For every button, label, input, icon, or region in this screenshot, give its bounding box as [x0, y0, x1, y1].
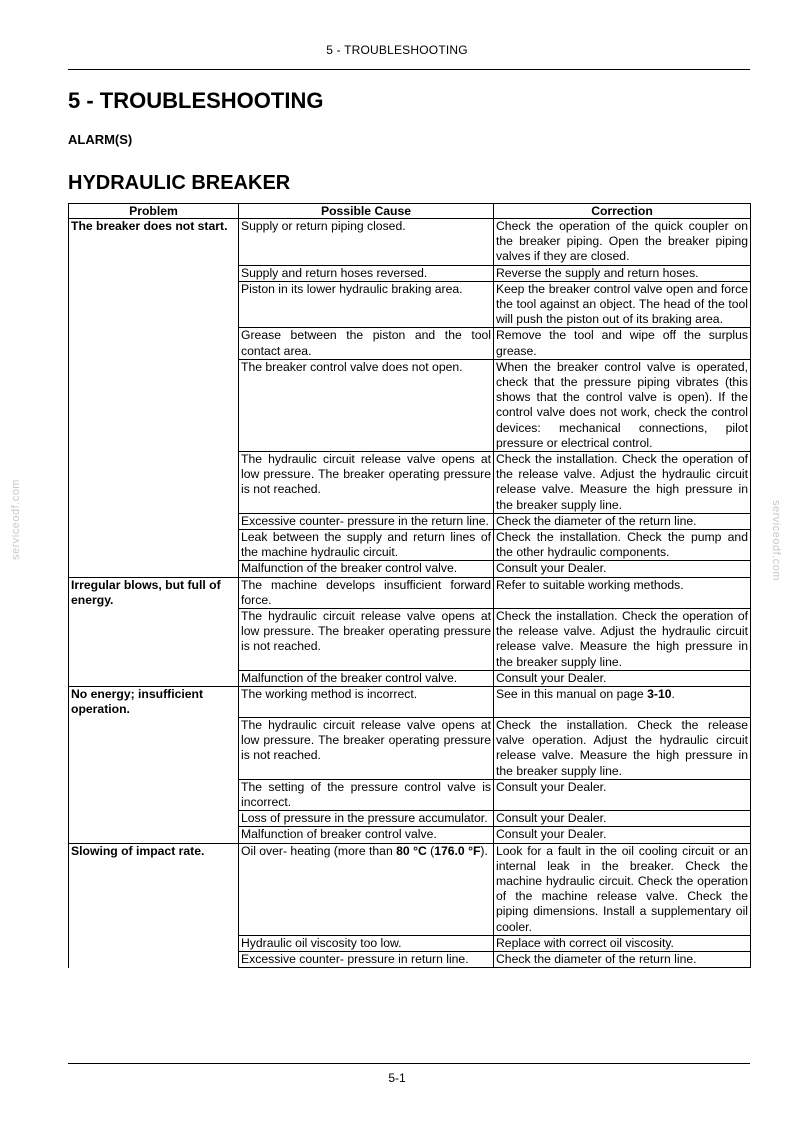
correction-cell: Consult your Dealer.: [494, 670, 751, 686]
table-row: [69, 219, 751, 266]
cause-cell: Excessive counter- pressure in return line.: [239, 952, 494, 968]
cause-cell: Malfunction of breaker control valve.: [239, 827, 494, 843]
cause-cell: The hydraulic circuit release valve opens at low pressure. The breaker operating pressure is not reached.: [239, 609, 494, 671]
table-row: [69, 811, 751, 827]
problem-cell: [69, 452, 239, 514]
problem-cell: [69, 935, 239, 951]
correction-cell: Look for a fault in the oil cooling circuit or an internal leak in the breaker. Check the machine hydraulic circuit. Check the operation of the machine release valve. Check the piping dimensions. Install a supplementary oil cooler.: [494, 843, 751, 935]
problem-cell: The breaker does not start.: [69, 219, 239, 266]
problem-cell: [69, 530, 239, 561]
table-row: [69, 952, 751, 968]
problem-cell: [69, 670, 239, 686]
cause-cell: The breaker control valve does not open.: [239, 359, 494, 451]
problem-cell: Slowing of impact rate.: [69, 843, 239, 935]
cause-cell: Supply and return hoses reversed.: [239, 265, 494, 281]
correction-cell: Consult your Dealer.: [494, 827, 751, 843]
correction-cell: When the breaker control valve is operated, check that the pressure piping vibrates (this shows that the control valve is open). If the control valve does not work, check the control devices: mechanical connections, pilot pressure or electrical control.: [494, 359, 751, 451]
header-rule: [68, 69, 750, 70]
cause-cell: The working method is incorrect.: [239, 687, 494, 718]
correction-cell: Check the installation. Check the operation of the release valve. Adjust the hydraulic circuit release valve. Measure the high pressure in the breaker supply line.: [494, 609, 751, 671]
table-row: [69, 779, 751, 810]
cause-text: (: [426, 843, 435, 858]
problem-cell: [69, 718, 239, 780]
table-row: [69, 561, 751, 577]
watermark-left: serviceodf.com: [10, 479, 22, 560]
cause-text: ).: [480, 843, 488, 858]
table-row: [69, 935, 751, 951]
cause-cell: Supply or return piping closed.: [239, 219, 494, 266]
cause-cell: Malfunction of the breaker control valve.: [239, 670, 494, 686]
correction-text: See in this manual on page: [496, 687, 648, 702]
problem-cell: [69, 281, 239, 328]
table-row: [69, 452, 751, 514]
problem-cell: [69, 779, 239, 810]
correction-cell: Remove the tool and wipe off the surplus grease.: [494, 328, 751, 359]
column-header-problem: Problem: [69, 204, 239, 219]
problem-cell: [69, 328, 239, 359]
correction-cell: Check the operation of the quick coupler on the breaker piping. Open the breaker piping valves if they are closed.: [494, 219, 751, 266]
problem-cell: [69, 561, 239, 577]
correction-cell: Consult your Dealer.: [494, 779, 751, 810]
table-row: [69, 577, 751, 608]
correction-cell: Check the installation. Check the release valve operation. Adjust the hydraulic circuit release valve. Measure the high pressure in the breaker supply line.: [494, 718, 751, 780]
cause-cell: The hydraulic circuit release valve opens at low pressure. The breaker operating pressure is not reached.: [239, 452, 494, 514]
problem-cell: [69, 265, 239, 281]
cause-cell: Excessive counter- pressure in the return line.: [239, 513, 494, 529]
column-header-cause: Possible Cause: [239, 204, 494, 219]
cause-cell: The setting of the pressure control valve is incorrect.: [239, 779, 494, 810]
correction-text: .: [671, 687, 675, 702]
problem-cell: [69, 359, 239, 451]
troubleshooting-table-wrapper: [68, 203, 750, 968]
cause-cell: The hydraulic circuit release valve opens at low pressure. The breaker operating pressure is not reached.: [239, 718, 494, 780]
footer-rule: [68, 1063, 750, 1064]
table-row: [69, 530, 751, 561]
section-title: HYDRAULIC BREAKER: [68, 172, 291, 194]
correction-cell: Refer to suitable working methods.: [494, 577, 751, 608]
correction-cell: Consult your Dealer.: [494, 561, 751, 577]
cause-cell: Grease between the piston and the tool contact area.: [239, 328, 494, 359]
table-row: [69, 265, 751, 281]
table-row: [69, 328, 751, 359]
temperature-fahrenheit: 176.0 °F: [434, 843, 481, 858]
problem-cell: [69, 952, 239, 968]
page-title: 5 - TROUBLESHOOTING: [68, 88, 324, 113]
table-header-row: [69, 204, 751, 219]
correction-cell: Check the installation. Check the operation of the release valve. Adjust the hydraulic circuit release valve. Measure the high pressure in the breaker supply line.: [494, 452, 751, 514]
cause-text: Oil over- heating (more than: [241, 843, 397, 858]
table-row: [69, 609, 751, 671]
cause-cell: The machine develops insufficient forward force.: [239, 577, 494, 608]
page-number: 5-1: [388, 1071, 406, 1085]
table-row: [69, 687, 751, 718]
cause-cell: Loss of pressure in the pressure accumulator.: [239, 811, 494, 827]
table-row: [69, 359, 751, 451]
table-row: [69, 843, 751, 935]
cause-cell: Hydraulic oil viscosity too low.: [239, 935, 494, 951]
table-row: [69, 281, 751, 328]
correction-cell: Keep the breaker control valve open and force the tool against an object. The head of the tool will push the piston out of its braking area.: [494, 281, 751, 328]
problem-cell: Irregular blows, but full of energy.: [69, 577, 239, 608]
table-row: [69, 718, 751, 780]
column-header-correction: Correction: [494, 204, 751, 219]
correction-cell: Check the diameter of the return line.: [494, 952, 751, 968]
table-row: [69, 670, 751, 686]
section-subtitle: ALARM(S): [68, 132, 133, 147]
correction-cell: Replace with correct oil viscosity.: [494, 935, 751, 951]
correction-cell: Check the diameter of the return line.: [494, 513, 751, 529]
table-row: [69, 827, 751, 843]
watermark-right: serviceodf.com: [770, 500, 782, 581]
problem-cell: [69, 513, 239, 529]
correction-cell: Consult your Dealer.: [494, 811, 751, 827]
table-row: [69, 513, 751, 529]
temperature-celsius: 80 °C: [396, 843, 427, 858]
cause-cell: [239, 843, 494, 935]
correction-cell: [494, 687, 751, 718]
problem-cell: [69, 827, 239, 843]
cause-cell: Malfunction of the breaker control valve.: [239, 561, 494, 577]
problem-cell: [69, 811, 239, 827]
correction-cell: Reverse the supply and return hoses.: [494, 265, 751, 281]
problem-cell: [69, 609, 239, 671]
page-reference: 3-10: [647, 687, 672, 702]
troubleshooting-table: [68, 203, 751, 968]
correction-cell: Check the installation. Check the pump and the other hydraulic components.: [494, 530, 751, 561]
cause-cell: Piston in its lower hydraulic braking area.: [239, 281, 494, 328]
problem-cell: No energy; insufficient operation.: [69, 687, 239, 718]
cause-cell: Leak between the supply and return lines of the machine hydraulic circuit.: [239, 530, 494, 561]
running-header: 5 - TROUBLESHOOTING: [326, 43, 468, 57]
